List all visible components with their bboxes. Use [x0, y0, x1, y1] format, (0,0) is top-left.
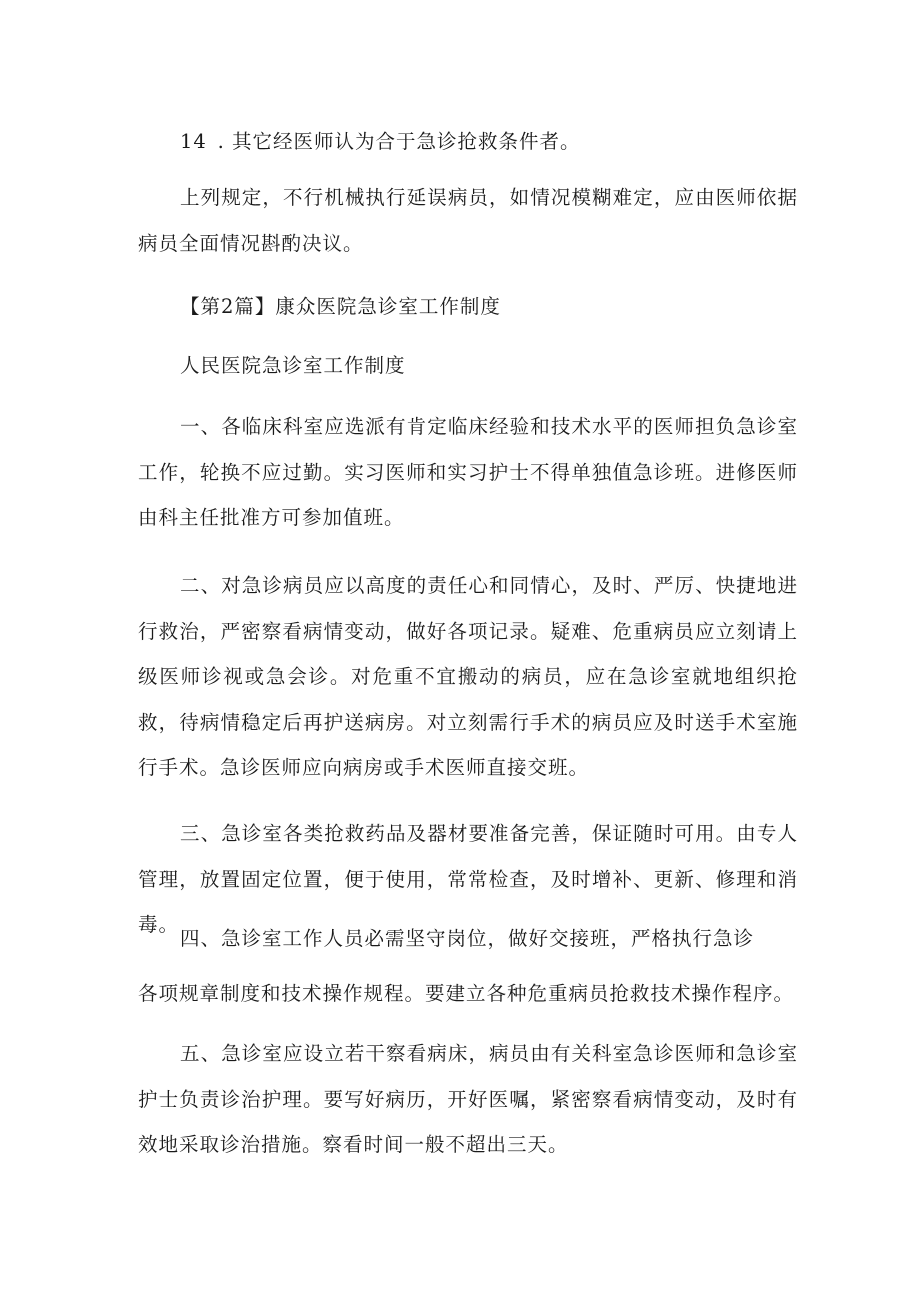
section-heading: 【第2篇】康众医院急诊室工作制度 [180, 295, 501, 318]
paragraph-rule-4-continued: 各项规章制度和技术操作规程。要建立各种危重病员抢救技术操作程序。 [138, 982, 795, 1005]
paragraph-rule-3: 三、急诊室各类抢救药品及器材要准备完善，保证随时可用。由专人管理，放置固定位置，便于使用，常常检查，及时增补、更新、修理和消毒。 [138, 822, 798, 936]
paragraph-rule-5: 五、急诊室应设立若干察看病床，病员由有关科室急诊医师和急诊室护士负责诊治护理。要写好病历，开好医嘱，紧密察看病情变动，及时有效地采取诊治措施。察看时间一般不超出三天。 [138, 1042, 798, 1156]
paragraph-above-rules: 上列规定，不行机械执行延误病员，如情况模糊难定，应由医师依据病员全面情况斟酌决议。 [138, 186, 798, 255]
paragraph-rule-4: 四、急诊室工作人员必需坚守岗位，做好交接班，严格执行急诊 [180, 927, 755, 950]
paragraph-rule-1: 一、各临床科室应选派有肯定临床经验和技术水平的医师担负急诊室工作，轮换不应过勤。实习医师和实习护士不得单独值急诊班。进修医师由科主任批准方可参加值班。 [138, 415, 798, 529]
paragraph-item-14: 14 . 其它经医师认为合于急诊抢救条件者。 [180, 130, 581, 153]
document-title: 人民医院急诊室工作制度 [180, 354, 406, 377]
paragraph-rule-2: 二、对急诊病员应以高度的责任心和同情心，及时、严厉、快捷地进行救治，严密察看病情变动，做好各项记录。疑难、危重病员应立刻请上级医师诊视或急会诊。对危重不宜搬动的病员，应在急诊室就地组织抢救，待病情稳定后再护送病房。对立刻需行手术的病员应及时送手术室施行手术。急诊医师应向病房或手术医师直接交班。 [138, 574, 798, 779]
